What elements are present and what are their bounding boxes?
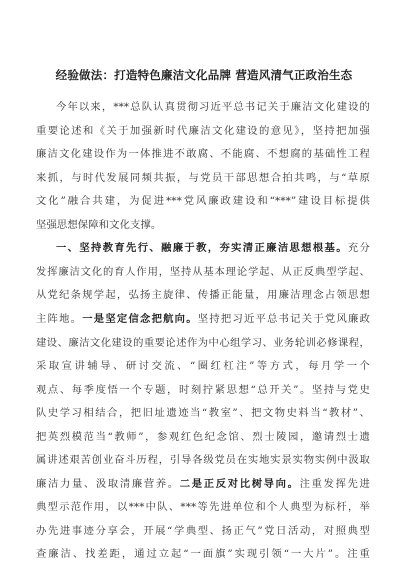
text-segment: 队史学习相结合，把旧址遗迹当“教室”、把文物史料当“教材”、 bbox=[36, 407, 370, 420]
paragraph-line bbox=[36, 310, 370, 325]
paragraph-line bbox=[36, 451, 370, 466]
text-segment: 从党纪条规学起，弘扬主旋律、传播正能量，用廉洁理念占领思想 bbox=[36, 289, 370, 302]
text-segment: 廉洁文化建设作为一体推进不敢腐、不能腐、不想腐的基础性工程 bbox=[36, 148, 370, 161]
text-segment: 今年以来，***总队认真贯彻习近平总书记关于廉洁文化建设的 bbox=[56, 101, 370, 113]
text-segment: 建设、廉洁文化建设的重要论述作为中心组学习、业务轮训必修课程， bbox=[36, 336, 370, 349]
text-segment: 采取宣讲辅导、研讨交流、“圈红杠注”等方式，每月学一个 bbox=[36, 360, 370, 373]
text-segment: 把英烈模范当“教师”，参观红色纪念馆、烈士陵园，邀请烈士遗 bbox=[36, 430, 370, 443]
paragraph-line bbox=[36, 334, 370, 349]
paragraph-line bbox=[36, 428, 370, 443]
text-segment: 查廉洁、找差距，通过立起“一面旗”实现引领“一大片”。注重 bbox=[36, 548, 370, 561]
text-segment: 发挥廉洁文化的育人作用，坚持从基本理论学起、从正反典型学起、 bbox=[36, 265, 370, 278]
document-title: 经验做法：打造特色廉洁文化品牌 营造风清气正政治生态 bbox=[55, 68, 353, 82]
paragraph-line bbox=[36, 381, 370, 396]
paragraph-line bbox=[36, 192, 370, 207]
paragraph-line bbox=[36, 522, 370, 537]
paragraph-line bbox=[36, 498, 370, 513]
text-segment: 观点、每季度悟一个专题，时刻拧紧思想“总开关”。坚持与党史 bbox=[36, 383, 370, 396]
paragraph-line bbox=[36, 545, 370, 560]
paragraph-line bbox=[36, 475, 370, 490]
text-segment: 来抓，与时代发展同频共振，与党员干部思想合拍共鸣，与“草原 bbox=[36, 171, 370, 184]
paragraph-line bbox=[56, 98, 370, 113]
paragraph-line bbox=[36, 263, 370, 278]
paragraph-line bbox=[36, 216, 370, 231]
paragraph-line bbox=[36, 357, 370, 372]
bold-text-segment: 二是正反对比树导向。 bbox=[179, 477, 300, 490]
text-segment: 属讲述艰苦创业奋斗历程，引导各级党员在实地实景实物实例中汲取 bbox=[36, 454, 370, 467]
text-segment: 充分 bbox=[347, 242, 370, 255]
paragraph-line bbox=[36, 169, 370, 184]
bold-text-segment: 一、坚持教育先行、融廉于教，夯实清正廉洁思想根基。 bbox=[56, 242, 348, 255]
bold-text-segment: 一是坚定信念把航向。 bbox=[82, 312, 198, 325]
text-segment: 办先进事迹分享会，开展“学典型、扬正气”党日活动，对照典型 bbox=[36, 524, 370, 537]
paragraph-line bbox=[56, 239, 370, 254]
paragraph-line bbox=[36, 122, 370, 137]
text-segment: 重要论述和《关于加强新时代廉洁文化建设的意见》，坚持把加强 bbox=[36, 124, 370, 137]
text-segment: 注重发挥先进 bbox=[299, 477, 370, 490]
text-segment: 廉洁力量、汲取清廉营养。 bbox=[36, 477, 180, 490]
paragraph-line bbox=[36, 145, 370, 160]
text-segment: 坚持把习近平总书记关于党风廉政 bbox=[197, 312, 370, 325]
paragraph-line bbox=[36, 286, 370, 301]
text-segment: 文化”融合共建，为促进***党风廉政建设和“***”建设目标提供 bbox=[36, 195, 370, 208]
text-segment: 坚强思想保障和文化支撑。 bbox=[36, 218, 162, 231]
paragraph-line bbox=[36, 404, 370, 419]
text-segment: 主阵地。 bbox=[36, 312, 83, 325]
text-segment: 典型示范作用，以***中队、***等先进单位和个人典型为标杆，举 bbox=[36, 501, 370, 514]
